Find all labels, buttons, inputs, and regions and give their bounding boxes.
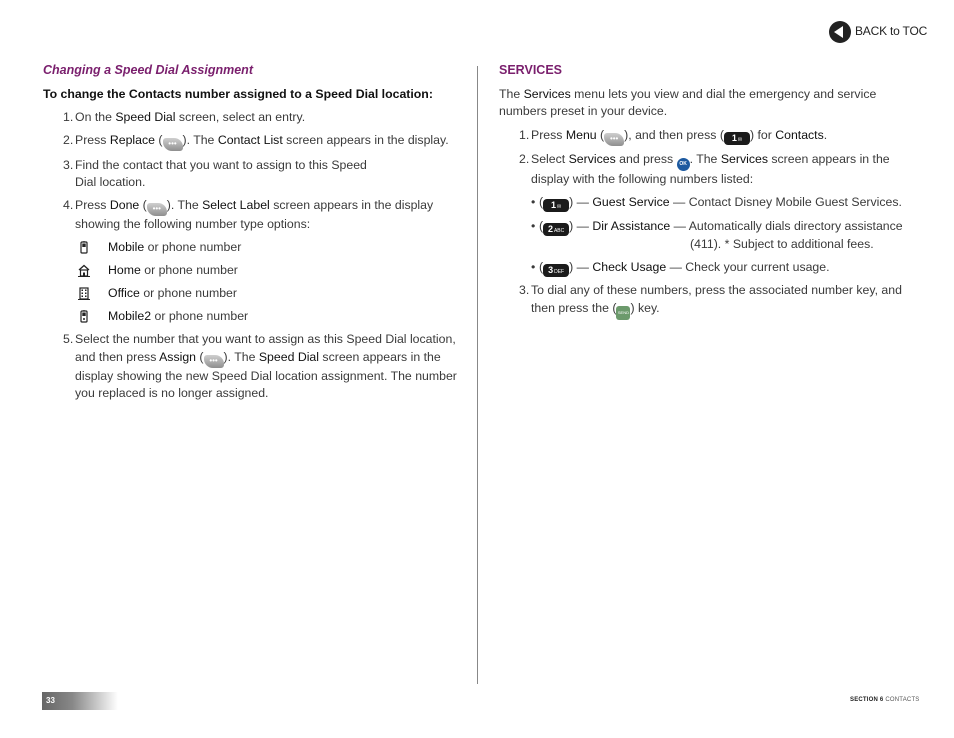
section-name: CONTACTS: [883, 697, 920, 703]
number-type-list: [43, 239, 463, 326]
step-text: (: [139, 198, 147, 212]
step-number: 1.: [519, 127, 530, 142]
column-divider: [477, 66, 478, 684]
done-term: Done: [109, 198, 140, 212]
bullet-icon: •: [531, 259, 536, 274]
softkey-icon: •••: [204, 355, 224, 368]
step-text: (: [154, 133, 163, 147]
step-text: screen appears in the display.: [282, 133, 449, 147]
step-text: (: [196, 349, 204, 364]
type-mobile2: [43, 308, 463, 326]
mobile2-phone-icon: [78, 310, 90, 323]
dir-assistance-term: Dir Assistance: [592, 218, 671, 233]
step-text: screen, select an entry.: [175, 110, 306, 124]
step-number: 2.: [63, 133, 74, 147]
step-text: ) key.: [630, 300, 660, 315]
step-text: (: [596, 127, 605, 142]
step-text: ). The: [223, 349, 259, 364]
ok-key-icon: OK: [677, 158, 690, 171]
step-5: [43, 331, 463, 403]
type-mobile: [43, 239, 463, 257]
mobile-phone-icon: [78, 241, 90, 254]
softkey-icon: •••: [163, 138, 183, 151]
step-text: screen appears in the display with the following numbers listed:: [531, 152, 890, 186]
services-steps-cont: [499, 282, 919, 320]
step-text: screen appears in the display showing the new Speed Dial location assignment. The number you replaced is no longer assigned.: [75, 349, 457, 400]
step-number: 2.: [519, 152, 530, 166]
step-text: screen appears in the display showing the following number type options:: [75, 198, 434, 231]
step-2: [43, 132, 463, 151]
services-title: SERVICES: [499, 63, 562, 77]
type-term: Mobile2: [108, 309, 152, 323]
step-number: 3.: [63, 157, 74, 172]
softkey-icon: •••: [147, 203, 167, 216]
step-4: [43, 197, 463, 234]
speed-dial-term: Speed Dial: [115, 110, 176, 124]
step-1: [43, 109, 463, 127]
speed-dial-subhead: Changing a Speed Dial Assignment: [43, 63, 253, 77]
speed-dial-term: Speed Dial: [258, 349, 320, 364]
services-term: Services: [523, 86, 571, 101]
bullet-icon: •: [531, 218, 536, 233]
step-text: On the: [75, 110, 116, 124]
step-3: [43, 157, 463, 192]
services-list: [499, 194, 919, 277]
service-desc: — Automatically dials directory assistance: [670, 218, 903, 233]
type-home: [43, 262, 463, 280]
services-term: Services: [568, 152, 616, 166]
step-number: 5.: [63, 332, 74, 346]
type-term: Home: [108, 263, 141, 277]
type-office: [43, 285, 463, 303]
replace-term: Replace: [109, 133, 155, 147]
select-label-term: Select Label: [202, 198, 270, 212]
softkey-icon: •••: [604, 133, 624, 146]
intro-text: menu lets you view and dial the emergency and service numbers preset in your device.: [499, 86, 877, 118]
step-text: Press: [75, 133, 110, 147]
services-step-3: [499, 282, 919, 320]
type-term: Office: [108, 286, 140, 300]
service-desc: — Contact Disney Mobile Guest Services.: [669, 195, 902, 209]
step-number: 3.: [519, 283, 530, 297]
service-desc: (411). * Subject to additional fees.: [690, 236, 874, 251]
back-to-toc-label: BACK to TOC: [855, 24, 928, 39]
step-text: Press: [531, 127, 566, 142]
page-number: 33: [46, 696, 55, 705]
services-step-2: [499, 151, 919, 189]
assign-term: Assign: [159, 349, 197, 364]
services-steps: [499, 127, 919, 189]
step-text: To dial any of these numbers, press the associated number key, and then press the (: [531, 283, 902, 315]
home-icon: [78, 264, 90, 277]
step-text: Press: [75, 198, 110, 212]
send-key-icon: SEND: [616, 306, 630, 320]
services-intro: [499, 86, 919, 121]
contact-list-term: Contact List: [217, 133, 283, 147]
key-2-icon: 2ABC: [543, 223, 569, 236]
type-text: or phone number: [151, 309, 249, 323]
speed-dial-steps-cont: [43, 331, 463, 403]
service-guest: • ( 1✉ ) — Guest Service — Contact Disney Mobile Guest Services.: [531, 195, 902, 210]
back-to-toc-link[interactable]: [829, 21, 927, 43]
step-text: Select the number that you want to assign as this Speed Dial location, and then press: [75, 332, 456, 364]
section-label: SECTION 6: [850, 697, 884, 703]
right-column: [499, 62, 919, 325]
type-text: or phone number: [140, 263, 238, 277]
step-text: .: [823, 127, 828, 142]
type-text: or phone number: [144, 240, 242, 254]
step-text: Select: [531, 152, 569, 166]
intro-text: The: [499, 86, 524, 101]
step-text: ), and then press (: [624, 127, 724, 142]
step-text: Find the contact that you want to assign to this Speed: [75, 157, 367, 172]
step-text: ). The: [166, 198, 203, 212]
type-term: Mobile: [108, 240, 145, 254]
back-arrow-icon: [829, 21, 851, 43]
services-term: Services: [720, 152, 768, 166]
office-building-icon: [78, 287, 90, 300]
key-1-icon: 1✉: [724, 132, 750, 145]
service-desc: — Check your current usage.: [666, 259, 830, 274]
step-text: and press: [615, 152, 677, 166]
left-column: [43, 62, 463, 408]
step-text: Dial location.: [75, 175, 146, 189]
services-step-1: [499, 127, 919, 146]
guest-service-term: Guest Service: [592, 195, 670, 209]
service-check-usage: • ( 3DEF ) — Check Usage — Check your current usage.: [531, 259, 830, 275]
step-number: 4.: [63, 198, 74, 212]
bullet-icon: •: [531, 195, 536, 209]
step-number: 1.: [63, 110, 74, 124]
step-text: . The: [689, 152, 721, 166]
speed-dial-lead: To change the Contacts number assigned to a Speed Dial location:: [43, 86, 433, 101]
key-3-icon: 3DEF: [543, 264, 569, 277]
section-footer: [850, 692, 920, 710]
step-text: ) for: [749, 127, 776, 142]
service-dir-assistance: • ( 2ABC ) — Dir Assistance — Automatically dials directory assistance (411). * Subject to additional fees.: [531, 218, 903, 251]
type-text: or phone number: [139, 286, 237, 300]
speed-dial-steps: [43, 109, 463, 234]
step-text: ). The: [182, 133, 218, 147]
menu-term: Menu: [565, 127, 597, 142]
contacts-term: Contacts: [775, 127, 824, 142]
check-usage-term: Check Usage: [592, 259, 667, 274]
key-1-icon: 1✉: [543, 199, 569, 212]
